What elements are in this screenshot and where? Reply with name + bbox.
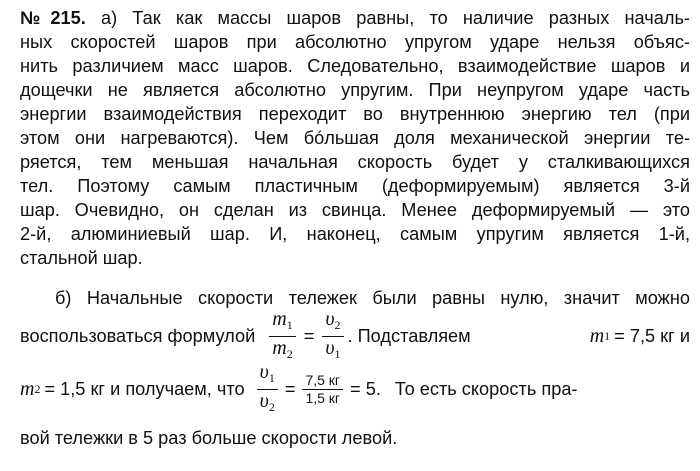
m2-value: = 1,5 кг и получаем, что [44,378,245,399]
part-a-line-8: тел. Поэтому самым пластичным (деформируемым) является 3-й [20,176,690,196]
velocity-ratio-fraction [322,309,343,364]
part-a-line-5: энергии взаимодействия переходит во внутреннюю энергию тел (при [20,104,690,124]
m2-var-subscript: 2 [34,381,41,396]
m1-value: = 7,5 кг и [614,325,690,346]
v2-symbol: υ [325,307,335,330]
v2-symbol-2: υ [259,389,269,412]
part-b-last-line: вой тележки в 5 раз больше скорости левой. [20,428,398,448]
text-line-1 [20,6,690,30]
part-b-formula-line-2 [20,360,690,414]
part-a-line-11: стальной шар. [20,248,143,268]
v2-subscript-2: 2 [268,399,275,414]
v1-symbol: υ [325,336,335,359]
part-b-line-3-after: То есть скорость пра- [394,378,578,399]
mass-ratio-fraction [269,309,295,364]
part-b-line-1: б) Начальные скорости тележек были равны нулю, значит можно [55,288,690,308]
part-a-line-4: дощечки не является абсолютно упругим. При неупругом ударе часть [20,80,690,100]
v2-subscript: 2 [334,317,341,332]
v1-subscript-2: 1 [268,370,275,385]
part-a-line-2: ных скоростей шаров при абсолютно упругом ударе нельзя объяс- [20,32,690,52]
part-a-line-6: этом они нагреваются). Чем бóльшая доля механической энергии те- [20,128,690,148]
equals-sign: = [303,325,315,346]
part-a-line-3: нить различием масс шаров. Следовательно, взаимодействие шаров и [20,56,690,76]
part-b-line-2-after: . Подставляем [347,325,471,346]
mass-value-numerator: 7,5 кг [302,373,343,390]
equals-sign-2: = [284,378,296,399]
mass-values-fraction [302,373,343,406]
m1-var: m [589,324,605,347]
problem-number: №215. [20,8,86,28]
part-b-line-2-text: воспользоваться формулой [20,325,256,346]
velocity-ratio-fraction-2 [257,362,278,417]
m1-var-subscript: 1 [604,328,611,343]
part-a-line-1: а) Так как массы шаров равны, то наличие разных началь- [100,8,690,28]
m2-var: m [20,377,35,400]
part-b-formula-line-1 [20,307,690,361]
part-a-line-10: 2-й, алюминиевый шар. И, наконец, самым упругим является 1-й, [20,224,690,244]
part-a-line-9: шар. Очевидно, он сделан из свинца. Менее деформируемый — это [20,200,690,220]
v1-symbol-2: υ [259,360,269,383]
mass-value-denominator: 1,5 кг [305,389,341,406]
m1-subscript: 1 [286,317,293,332]
m2-symbol: m [272,336,287,359]
v1-subscript: 1 [334,346,341,361]
m1-symbol: m [272,307,287,330]
m2-subscript: 2 [286,346,293,361]
part-a-line-7: ряется, тем меньшая начальная скорость будет у сталкивающихся [20,152,690,172]
result-value: = 5. [350,378,381,399]
